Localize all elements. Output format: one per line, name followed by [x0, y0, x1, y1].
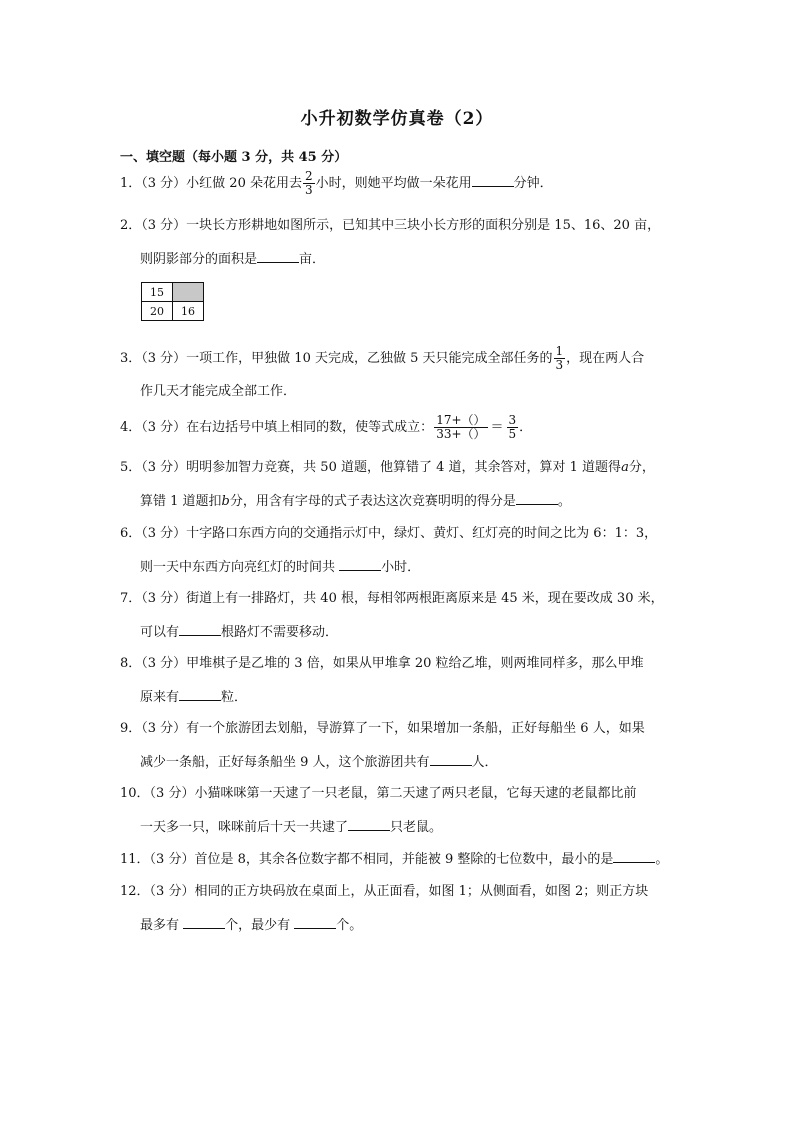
q3-fraction	[554, 345, 566, 372]
q4-period: ．	[519, 420, 533, 435]
q12-text-b: 最多有	[140, 918, 184, 933]
q3-text-a: 3．（3 分）一项工作，甲独做 10 天完成，乙独做 5 天只能完成全部任务的	[120, 351, 553, 366]
q8-text-b: 原来有	[140, 690, 180, 705]
q5-text-a: 5．（3 分）明明参加智力竞赛，共 50 道题，他算错了 4 道，其余答对，算对 1 道题得	[120, 460, 622, 475]
q5-answer-blank[interactable]	[516, 491, 558, 505]
q1-fraction-numerator: 2	[304, 169, 313, 183]
q12-answer-blank-max[interactable]	[183, 915, 225, 929]
q2-text-c: 亩．	[299, 252, 326, 267]
grid-cell-bottom-right: 16	[173, 302, 204, 321]
q1-fraction-denominator: 3	[304, 183, 313, 197]
q7-answer-blank[interactable]	[179, 622, 221, 636]
q2-text-b: 则阴影部分的面积是	[140, 252, 258, 267]
question-10	[120, 784, 680, 838]
q7-text-c: 根路灯不需要移动．	[221, 625, 339, 640]
q4-right-fraction	[507, 414, 519, 441]
question-7	[120, 589, 680, 643]
question-11	[120, 849, 680, 870]
q1-text-a: 1．（3 分）小红做 20 朵花用去	[120, 176, 302, 191]
q5-text-d: 分，用含有字母的式子表达这次竞赛明明的得分是	[229, 494, 516, 509]
q10-text-a: 10．（3 分）小猫咪咪第一天逮了一只老鼠，第二天逮了两只老鼠，它每天逮的老鼠都比前	[120, 786, 637, 801]
q6-text-c: 小时．	[381, 560, 421, 575]
q3-text-b: ，现在两人合	[566, 351, 645, 366]
q3-text-c: 作几天才能完成全部工作．	[140, 384, 297, 399]
q1-fraction	[303, 170, 315, 197]
q4-text-a: 4．（3 分）在右边括号中填上相同的数，使等式成立：	[120, 420, 434, 435]
question-8	[120, 654, 680, 708]
q5-variable-a: a	[621, 460, 629, 475]
q12-line-2	[120, 915, 680, 936]
q12-text-d: 个。	[336, 918, 363, 933]
q3-line-2	[120, 382, 680, 402]
q8-text-a: 8．（3 分）甲堆棋子是乙堆的 3 倍，如果从甲堆拿 20 粒给乙堆，则两堆同样多，那么甲堆	[120, 656, 644, 671]
q6-text-b: 则一天中东西方向亮红灯的时间共	[140, 560, 340, 575]
q11-text-b: 。	[655, 852, 669, 867]
q7-line-2	[120, 622, 680, 643]
q11-text-a: 11．（3 分）首位是 8，其余各位数字都不相同，并能被 9 整除的七位数中，最小的是	[120, 852, 614, 867]
question-6	[120, 524, 680, 578]
q1-answer-blank[interactable]	[472, 173, 514, 187]
q10-line-2	[120, 817, 680, 838]
q3-fraction-denominator: 3	[555, 358, 564, 372]
q11-answer-blank[interactable]	[613, 849, 655, 863]
page-title: 小升初数学仿真卷（2）	[300, 109, 494, 129]
grid-cell-bottom-left: 20	[142, 302, 173, 321]
q8-text-c: 粒．	[221, 690, 248, 705]
q1-text-c: 分钟．	[513, 176, 553, 191]
q12-text-c: 个，最少有	[225, 918, 295, 933]
question-9	[120, 719, 680, 773]
q10-answer-blank[interactable]	[348, 817, 390, 831]
q5-text-e: 。	[557, 494, 571, 509]
grid-cell-top-left: 15	[142, 283, 173, 302]
q3-fraction-numerator: 1	[555, 344, 564, 358]
q1-text-b: 小时，则她平均做一朵花用	[315, 176, 472, 191]
section-heading: 一、填空题（每小题 3 分，共 45 分）	[120, 150, 348, 165]
q8-answer-blank[interactable]	[179, 687, 221, 701]
q7-text-b: 可以有	[140, 625, 180, 640]
q4-left-fraction	[434, 414, 487, 441]
q9-text-b: 减少一条船，正好每条船坐 9 人，这个旅游团共有	[140, 755, 430, 770]
q9-text-c: 人．	[471, 755, 498, 770]
q5-variable-b: b	[221, 494, 230, 509]
question-12	[120, 882, 680, 936]
q6-answer-blank[interactable]	[339, 557, 381, 571]
q2-text-a: 2．（3 分）一块长方形耕地如图所示，已知其中三块小长方形的面积分别是 15、16、20 亩，	[120, 218, 661, 233]
q2-line-2	[120, 249, 680, 270]
q4-left-denominator: 33+（）	[436, 427, 486, 441]
q2-rectangle-figure	[141, 282, 204, 321]
q5-text-c: 算错 1 道题扣	[140, 494, 222, 509]
q9-line-2	[120, 752, 680, 773]
question-4	[120, 414, 680, 441]
question-2	[120, 216, 680, 270]
q6-text-a: 6．（3 分）十字路口东西方向的交通指示灯中，绿灯、黄灯、红灯亮的时间之比为 6：1：3，	[120, 526, 658, 541]
q7-text-a: 7．（3 分）街道上有一排路灯，共 40 根，每相邻两根距离原来是 45 米，现在要改成 30 米，	[120, 591, 664, 606]
q5-line-2	[120, 491, 680, 512]
q10-text-c: 只老鼠。	[390, 820, 443, 835]
grid-cell-shaded	[173, 283, 204, 302]
q4-left-numerator: 17+（）	[436, 413, 486, 427]
q9-text-a: 9．（3 分）有一个旅游团去划船，导游算了一下，如果增加一条船，正好每船坐 6 人，如果	[120, 721, 645, 736]
q4-right-denominator: 5	[508, 427, 517, 441]
q8-line-2	[120, 687, 680, 708]
q12-answer-blank-min[interactable]	[294, 915, 336, 929]
q6-line-2	[120, 557, 680, 578]
question-1	[120, 170, 680, 197]
question-3	[120, 345, 680, 402]
q2-answer-blank[interactable]	[257, 249, 299, 263]
q4-right-numerator: 3	[508, 413, 517, 427]
q9-answer-blank[interactable]	[430, 752, 472, 766]
q5-text-b: 分，	[628, 460, 655, 475]
q10-text-b: 一天多一只，咪咪前后十天一共逮了	[140, 820, 349, 835]
q4-equals-sign: ＝	[490, 419, 504, 435]
q12-text-a: 12．（3 分）相同的正方块码放在桌面上，从正面看，如图 1；从侧面看，如图 2；则正方块	[120, 884, 649, 899]
question-5	[120, 458, 680, 512]
